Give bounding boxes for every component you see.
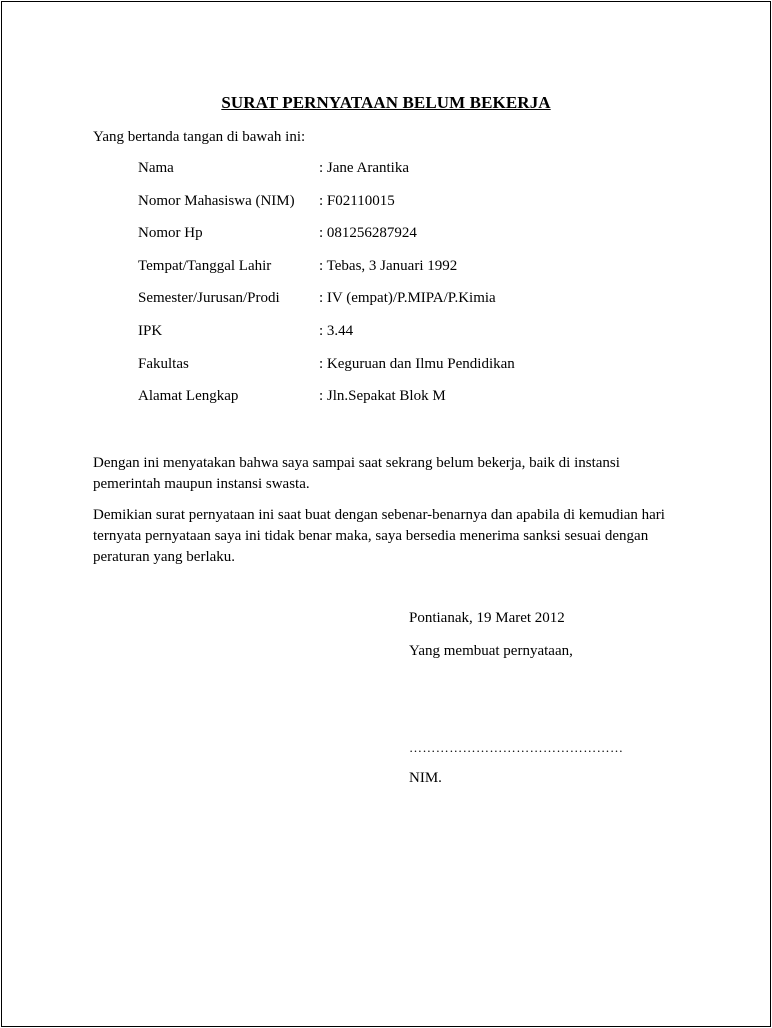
field-label: Nomor Mahasiswa (NIM) bbox=[138, 192, 295, 209]
field-value: : Tebas, 3 Januari 1992 bbox=[319, 257, 458, 274]
statement-paragraph: Dengan ini menyatakan bahwa saya sampai saat sekrang belum bekerja, baik di instansi pemerintah maupun instansi swasta. bbox=[93, 455, 620, 492]
place-date: Pontianak, 19 Maret 2012 bbox=[409, 610, 565, 626]
field-value: : Keguruan dan Ilmu Pendidikan bbox=[319, 355, 515, 372]
field-label: Tempat/Tanggal Lahir bbox=[138, 257, 272, 274]
field-value: : IV (empat)/P.MIPA/P.Kimia bbox=[319, 290, 496, 307]
field-value: : F02110015 bbox=[319, 192, 395, 209]
field-label: Semester/Jurusan/Prodi bbox=[138, 290, 280, 307]
intro-text: Yang bertanda tangan di bawah ini: bbox=[93, 129, 306, 145]
letter-title: SURAT PERNYATAAN BELUM BEKERJA bbox=[221, 93, 551, 112]
field-row-semester bbox=[138, 290, 698, 323]
signature-line: ………………………………………… bbox=[409, 740, 624, 755]
field-row-nomor-hp bbox=[138, 225, 698, 258]
field-row-fakultas bbox=[138, 356, 698, 389]
field-value: : Jln.Sepakat Blok M bbox=[319, 388, 446, 405]
letter-page bbox=[1, 1, 771, 1027]
field-row-nim bbox=[138, 193, 698, 226]
field-label: Fakultas bbox=[138, 355, 189, 372]
closing-paragraph: Demikian surat pernyataan ini saat buat dengan sebenar-benarnya dan apabila di kemudian hari ternyata pernyataan saya ini tidak benar maka, saya bersedia menerima sanksi sesuai dengan peraturan yang berlaku. bbox=[93, 507, 665, 565]
field-label: Nomor Hp bbox=[138, 225, 203, 242]
field-value: : Jane Arantika bbox=[319, 160, 409, 176]
field-row-ipk bbox=[138, 323, 698, 356]
field-row-nama bbox=[138, 160, 698, 193]
field-label: Nama bbox=[138, 160, 174, 176]
field-label: Alamat Lengkap bbox=[138, 388, 239, 405]
field-label: IPK bbox=[138, 322, 163, 339]
maker-label: Yang membuat pernyataan, bbox=[409, 643, 573, 659]
nim-label: NIM. bbox=[409, 770, 442, 786]
field-row-alamat bbox=[138, 388, 698, 421]
field-value: : 081256287924 bbox=[319, 225, 417, 242]
field-value: : 3.44 bbox=[319, 322, 354, 339]
identity-fields bbox=[138, 160, 698, 421]
field-row-ttl bbox=[138, 258, 698, 291]
